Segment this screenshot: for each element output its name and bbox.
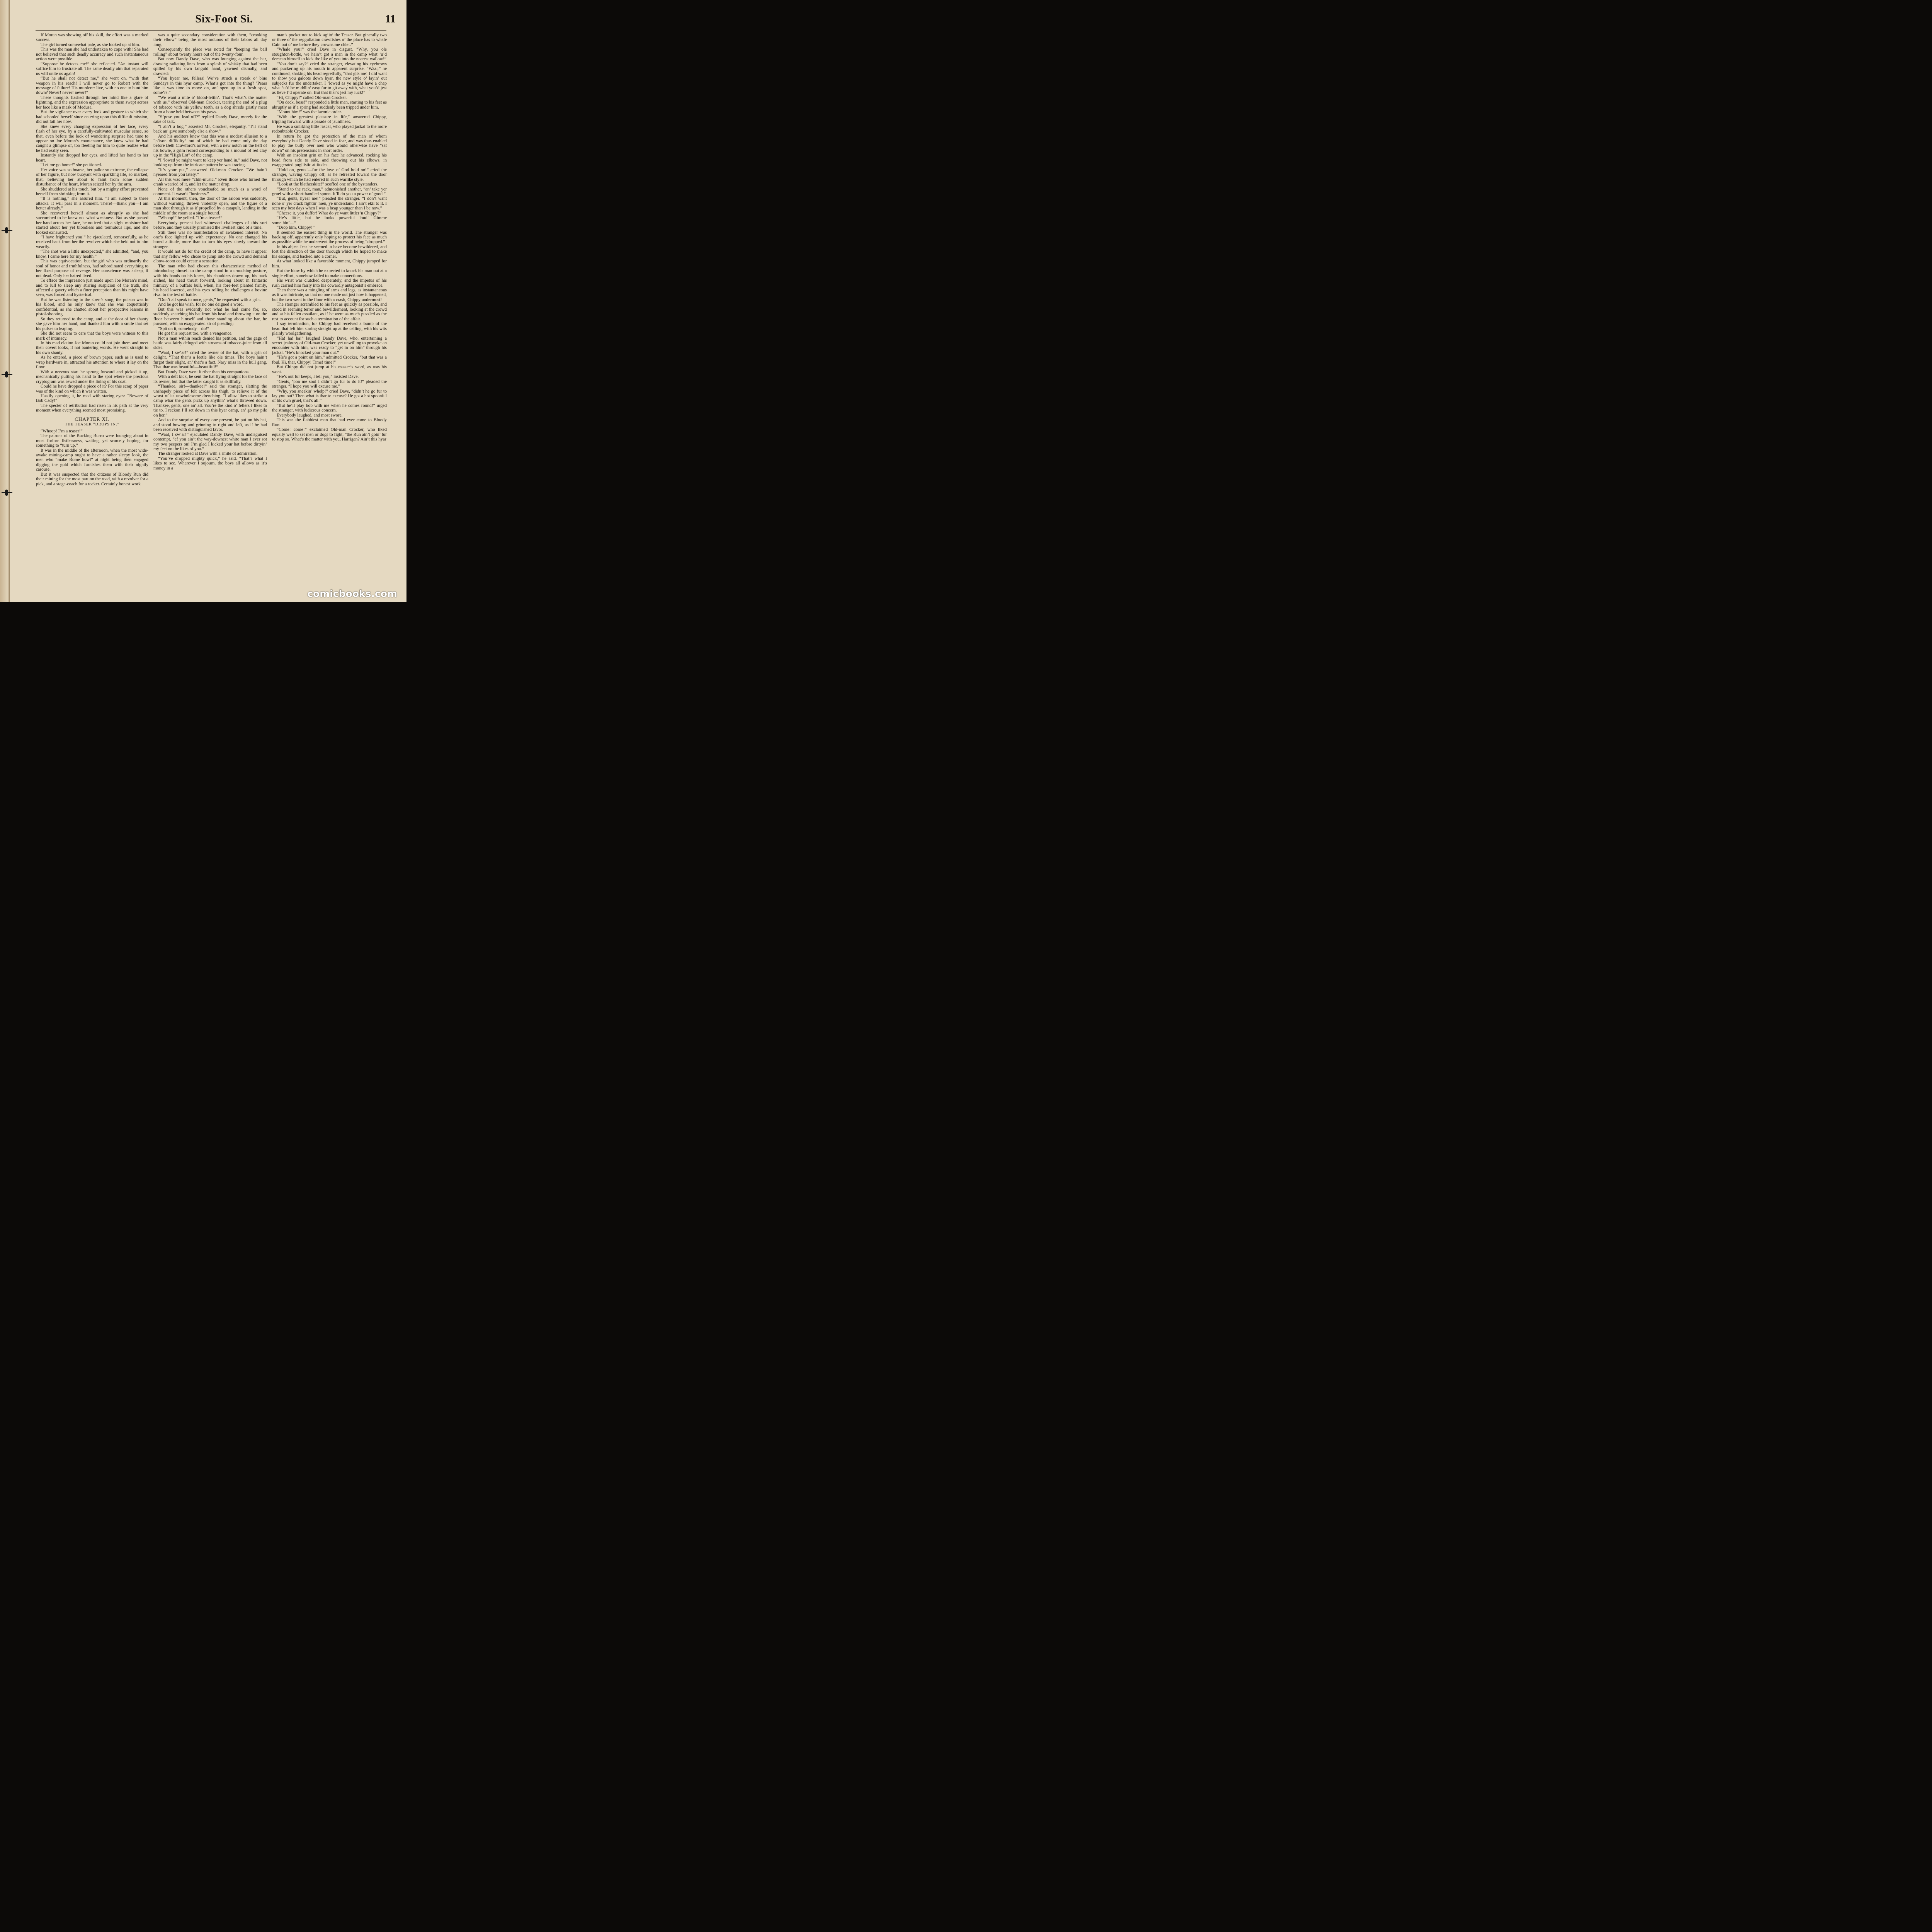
paragraph: “On deck, boss!” responded a little man, starting to his feet as abruptly as if a spring had suddenly been tripped under him. [272, 100, 387, 110]
paragraph: “Cheese it, you duffer! What do ye want littler’n Chippy?” [277, 211, 381, 216]
paragraph: But it was suspected that the citizens of Bloody Run did their mining for the most part on the road, with a revolver for a pick, and a stage-coach for a rocker. Certainly honest work [36, 472, 148, 486]
page-number: 11 [385, 13, 396, 25]
paragraph: “With the greatest pleasure in life,” answered Chippy, tripping forward with a parade of jauntiness. [272, 114, 387, 124]
paragraph: With a nervous start he sprung forward and picked it up, mechanically putting his hand to the spot where the precious cryptogram was sewed under the lining of his coat. [36, 369, 148, 384]
paragraph: “We want a mite o’ blood-lettin’. That’s what’s the matter with us,” observed Old-man Crocker, tearing the end of a plug of tobacco with his yellow teeth, as a dog shreds gristly meat from a bone held between his paws. [153, 95, 267, 115]
paragraph: This was the flabbiest man that had ever come to Bloody Run. [272, 418, 387, 427]
chapter-heading: CHAPTER XI. [75, 416, 110, 422]
paragraph: So they returned to the camp, and at the door of her shanty she gave him her hand, and thanked him with a smile that set his pulses to leaping. [36, 316, 148, 331]
paragraph: “He’s little, but he looks powerful loud! Gimme somethin’—” [272, 216, 387, 225]
paragraph: “You don’t say?” cried the stranger, elevating his eyebrows and puckering up his mouth in apparent surprise. “Waal,” he continued, shaking his head regretfully, “that gits me! I did want to show you galoots down hyar, the new style o’ layin’ out subjecks fur the undertaker. I ’lowed as ye might have a chap what ’u’d be middlin’ easy fur to git away with, what you’d jest as lieve I’d operate on. But that thar’s jest my luck!” [272, 61, 387, 95]
paragraph: She shuddered at his touch, but by a mighty effort prevented herself from shrinking from it. [36, 187, 148, 196]
paragraph: I say termination, for Chippy had received a bump of the head that left him staring straight up at the ceiling, with his wits plainly woolgathering. [272, 321, 387, 336]
paragraph: All this was mere “chin-music.” Even those who turned the crank wearied of it, and let the matter drop. [153, 177, 267, 187]
paragraph: Still there was no manifestation of awakened interest. No one’s face lighted up with expectancy. No one changed his bored attitude, more than to turn his eyes slowly toward the stranger. [153, 230, 267, 249]
paragraph: “Look at the blatherskite!” scoffed one of the bystanders. [277, 182, 379, 187]
paragraph: “The shot was a little unexpected,” she admitted, “and, you know, I came here for my health.” [36, 249, 148, 259]
story-title: Six-Foot Si. [195, 13, 253, 25]
paragraph: “Whale you!” cried Dave in disgust. “Why, you ole stoughton-bottle, we hain’t got a man in the camp what ’u’d demean himself to kick the like of you into the nearest wallow!” [272, 47, 387, 62]
text-column-1 [36, 33, 148, 585]
paragraph: She did not seem to care that the boys were witness to this mark of intimacy. [36, 331, 148, 341]
page-binding [0, 0, 10, 606]
paragraph: “Hold on, gents!—fur the love o’ God hold on!” cried the stranger, waving Chippy off, as he retreated toward the door through which he had entered in such warlike style. [272, 167, 387, 182]
paragraph: “Waal, I sw’ar!” ejaculated Dandy Dave, with undisguised contempt, “ef you ain’t the way-downest white man I ever sot my two peepers on! I’m glad I kicked your hat before dirtyin’ my feet on the likes of you.” [153, 432, 267, 451]
paragraph: None of the others vouchsafed so much as a word of comment. It wasn’t “business.” [153, 187, 267, 196]
paragraph: It would not do for the credit of the camp, to have it appear that any fellow who chose to jump into the crowd and demand elbow-room could create a sensation. [153, 249, 267, 264]
paragraph: But the vigilance over every look and gesture to which she had schooled herself since entering upon this difficult mission, did not fail her now. [36, 110, 148, 124]
paragraph: “He’s got a point on him,” admitted Crocker, “but that was a foul. Hi, thar, Chippy! Time! time!” [272, 355, 387, 365]
paragraph: “You’ve dropped mighty quick,” he said. “That’s what I likes to see. Wharever I sojourn, the boys all allows as it’s money in a [153, 456, 267, 471]
paragraph: And he got his wish, for no one deigned a word. [158, 302, 244, 307]
paragraph: But he was listening to the siren’s song, the poison was in his blood, and he only knew that she was coquettishly confidential, as she chatted about her prospective lessons in pistol-shooting. [36, 297, 148, 317]
paragraph: To efface the impression just made upon Joe Moran’s mind, and to lull to sleep any stirring suspicion of the truth, she affected a gayety which a finer perception than his might have seen, was forced and hysterical. [36, 278, 148, 298]
paragraph: “Gents, ’pon me soul I didn’t go fur to do it!” pleaded the stranger. “I hope you will excuse me.” [272, 379, 387, 389]
paragraph: The stranger scrambled to his feet as quickly as possible, and stood in seeming terror and bewilderment, looking at the crowd and at his fallen assailant, as if he were as much puzzled as the rest to account for such a termination of the affair. [272, 302, 387, 321]
paragraph: In his abject fear he seemed to have become bewildered, and lost the direction of the door through which he hoped to make his escape, and backed into a corner. [272, 244, 387, 259]
paragraph: was a quite secondary consideration with them, “crooking their elbow” being the most arduous of their labors all day long. [153, 33, 267, 47]
paragraph: “Whoop! I’m a teaser!” [41, 429, 83, 434]
paragraph: But this was evidently not what he had come for, so, suddenly snatching his hat from his head and throwing it on the floor between himself and those standing about the bar, he pursued, with an exaggerated air of pleading: [153, 307, 267, 327]
paragraph: “Drop him, Chippy!” [277, 225, 315, 230]
paragraph: The man who had chosen this characteristic method of introducing himself to the camp stood in a crouching posture, with his hands on his knees, his shoulders drawn up, his back arched, his head thrust forward, looking about in fantastic mimicry of a buffalo bull, when, his fore-feet planted firmly, his head lowered, and his eyes rolling he challenges a bovine rival to the test of battle. [153, 264, 267, 298]
paragraph: man’s pocket not to kick ag’in’ the Teaser. But ginerally two or three o’ the reggullation crawfishes o’ the place has to whale Cain out o’ me before they crowns me chief.” [272, 33, 387, 47]
paragraph: She knew every changing expression of her face, every flash of her eye, by a carefully-cultivated muscular sense, so that, even before the look of wondering surprise had time to appear on Joe Moran’s countenance, she knew what he had caught a glimpse of, too fleeting for him to quite realize what he had really seen. [36, 124, 148, 153]
paragraph: The girl turned somewhat pale, as she looked up at him. [41, 42, 140, 47]
page-edge [0, 602, 406, 606]
paragraph: “Spit on it, somebody—do!” [158, 326, 209, 331]
paragraph: The specter of retribution had risen in his path at the very moment when everything seemed most promising. [36, 403, 148, 413]
paragraph: “Let me go home!” she petitioned. [41, 163, 102, 168]
paragraph: And his auditors knew that this was a modest allusion to a “p’ison diffikilty” out of which he had come only the day before Beth Crawford’s arrival, with a new notch on the heft of his bowie, a grim record corresponding to a mound of red clay up in the “High Lot” of the camp. [153, 134, 267, 158]
paragraph: The stranger looked at Dave with a smile of admiration. [158, 451, 258, 456]
paragraph: The patrons of the Bucking Burro were lounging about in most forlorn listlessness, waiting, yet scarcely hoping, for something to “turn up.” [36, 434, 148, 448]
paragraph: “S’pose you lead off?” replied Dandy Dave, merely for the sake of talk. [153, 114, 267, 124]
staple-icon [2, 229, 12, 232]
paragraph: At this moment, then, the door of the saloon was suddenly, without warning, thrown violently open, and the figure of a man shot through it as if propelled by a catapult, landing in the middle of the room at a single bound. [153, 196, 267, 216]
paragraph: With a deft kick, he sent the hat flying straight for the face of its owner, but that the latter caught it as skillfully. [153, 374, 267, 384]
paragraph: “Stand to the rack, man,” admonished another, “an’ take yer gruel with a short-handled spoon. It’ll do you a power o’ good.” [272, 187, 387, 196]
paragraph: “It is nothing,” she assured him. “I am subject to these attacks. It will pass in a moment. There!—thank you—I am better already.” [36, 196, 148, 211]
paragraph: In return he got the protection of the man of whom everybody but Dandy Dave stood in fear, and was thus enabled to play the bully over men who would otherwise have “sat down” on his pretensions in short order. [272, 134, 387, 153]
paragraph: But now Dandy Dave, who was lounging against the bar, drawing radiating lines from a splash of whisky that had been spilled by his own languid hand, yawned dismally, and drawled: [153, 57, 267, 76]
chapter-subheading: THE TEASER “DROPS IN.” [65, 422, 119, 427]
paragraph: “Mount him!” was the laconic order. [277, 110, 342, 115]
paragraph: With an insolent grin on his face he advanced, rocking his head from side to side, and throwing out his elbows, in exaggerated pugilistic attitudes. [272, 153, 387, 168]
paragraph: “Waal, I sw’ar!” cried the owner of the hat, with a grin of delight. “That thar’s a leetle like ole times. The boys hain’t furgot their slight, an’ that’s a fact. Nary miss in the hull gang. That thar was beautiful—beautiful!” [153, 350, 267, 370]
paragraph: It was in the middle of the afternoon, when the most wide-awake mining-camp ought to have a rather sleepy look, the men who “make Rome howl” at night being then engaged digging the gold which furnishes them with their nightly carouse. [36, 448, 148, 472]
paragraph: This was equivocation, but the girl who was ordinarily the soul of honor and truthfulness, had subordinated everything to her fixed purpose of revenge. Her conscience was asleep, if not dead. Only her hatred lived. [36, 259, 148, 278]
comic-page [0, 0, 406, 606]
paragraph: And to the surprise of every one present, he put on his hat, and stood bowing and grinning to right and left, as if he had been received with distinguished favor. [153, 418, 267, 432]
paragraph: Not a man within reach denied his petition, and the gage of battle was fairly deluged with streams of tobacco-juice from all sides. [153, 336, 267, 350]
paragraph: “Thankee, sir!—thankee!” said the stranger, slatting the unshapely piece of felt across his thigh, to relieve it of the worst of its unwholesome drenching. “I alluz likes to strike a camp whar the gents picks up anythin’ what’s throwed down. Thankee, gents, one an’ all. You’re the kind o’ fellers I likes to tie to. I reckon I’ll set down in this hyar camp, an’ go my pile on her.” [153, 384, 267, 418]
paragraph: Instantly she dropped her eyes, and lifted her hand to her heart. [36, 153, 148, 163]
paragraph: Then there was a mingling of arms and legs, as instantaneous as it was intricate, so that no one made out just how it happened, but the two went to the floor with a crash, Chippy undermost! [272, 288, 387, 302]
staple-icon [2, 373, 12, 376]
paragraph: Everybody present had witnessed challenges of this sort before, and they usually promised the liveliest kind of a time. [153, 220, 267, 230]
paragraph: But Dandy Dave went further than his companions. [158, 369, 250, 374]
paragraph: Everybody laughed, and most swore. [277, 413, 343, 418]
paragraph: “Ha! ha! ha!” laughed Dandy Dave, who, entertaining a secret jealousy of Old-man Crocker, yet unwilling to provoke an encounter with him, was ready to “get in on him” through his jackal. “He’s knocked your man out.” [272, 336, 387, 355]
paragraph: He was a smirking little rascal, who played jackal to the more redoubtable Crocker. [272, 124, 387, 134]
paragraph: In his mad elation Joe Moran could not join them and meet their covert looks, if not bantering words. He went straight to his own shanty. [36, 341, 148, 355]
paragraph: As he entered, a piece of brown paper, such as is used to wrap hardware in, attracted his attention to where it lay on the floor. [36, 355, 148, 370]
paragraph: If Moran was showing off his skill, the effort was a marked success. [36, 33, 148, 43]
paragraph: It seemed the easiest thing in the world. The stranger was backing off, apparently only hoping to protect his face as much as possible while he underwent the process of being “dropped.” [272, 230, 387, 245]
paragraph: He got this request too, with a vengeance. [158, 331, 233, 336]
paragraph: “Don’t all speak to once, gents,” he requested with a grin. [158, 297, 261, 302]
paragraph: “Suppose he detects me!” she reflected. “An instant will suffice him to frustrate all. The same deadly aim that separated us will unite us again! [36, 61, 148, 76]
paragraph: His wrist was clutched desperately, and the impetus of his rush carried him fairly into his cowardly antagonist’s embrace. [272, 278, 387, 288]
page-header [12, 12, 398, 27]
paragraph: These thoughts flashed through her mind like a glare of lightning, and the expression appropriate to them swept across her face like a mask of Medusa. [36, 95, 148, 110]
paragraph: Consequently the place was noted for “keeping the ball rolling” about twenty hours out of the twenty-four. [153, 47, 267, 57]
paragraph: “Whoop!” he yelled. “I’m a teaser!” [158, 216, 223, 221]
paragraph: “You hyear me, fellers! We’ve struck a streak o’ blue Sundays in this hyar camp. What’s got into the thing? ’Pears like it was time to move on, an’ open up in a fresh spot, some’rs.” [153, 76, 267, 95]
paragraph: “It’s your put,” answered Old-man Crocker. “We hain’t hyeared from you lately.” [153, 167, 267, 177]
paragraph: “I have frightened you!” he ejaculated, remorsefully, as he received back from her the revolver which she held out to him wearily. [36, 235, 148, 249]
paragraph: Could he have dropped a piece of it? For this scrap of paper was of the kind on which it was written. [36, 384, 148, 394]
paragraph: “I ain’t a hog,” asserted Mr. Crocker, elegantly. “I’ll stand back an’ give somebody else a show.” [153, 124, 267, 134]
paragraph: “But he’ll play hob with me when he comes round!” urged the stranger, with ludicrous concern. [272, 403, 387, 413]
paragraph: She recovered herself almost as abruptly as she had succumbed to he knew not what weakness. But as she passed her hand across her face, he noticed that a slight moisture had started about her yet bloodless and tremulous lips, and she looked exhausted. [36, 211, 148, 235]
header-rule [36, 30, 386, 31]
watermark: comicbooks.com [307, 588, 397, 599]
paragraph: This was the man she had undertaken to cope with! She had not believed that such deadly accuracy and such instantaneous action were possible. [36, 47, 148, 62]
paragraph: “Hi, Chippy!” called Old-man Crocker. [277, 95, 347, 100]
staple-icon [2, 491, 12, 494]
paragraph: “But he shall not detect me,” she went on, “with that weapon in his reach! I will never go to Robert with the message of failure! His murderer live, with no one to hunt him down? Never! never! never!” [36, 76, 148, 95]
paragraph: “I ’lowed ye might want to keep yer hand in,” said Dave, not looking up from the intricate pattern he was tracing. [153, 158, 267, 168]
paragraph: “But, gents, hyear me!” pleaded the stranger. “I don’t want none o’ yer crack fightin’ men, ye understand. I ain’t ekil to it. I seen my best days when I was a heap younger than I be now.” [272, 196, 387, 211]
paragraph: “Come! come!” exclaimed Old-man Crocker, who liked equally well to set men or dogs to fight, “the Run ain’t goin’ fur to stop so. What’s the matter with you, Harrigan? Ain’t this hyar [272, 427, 387, 442]
text-column-3 [272, 33, 387, 585]
paragraph: “Why, you sneakin’ whelp!” cried Dave, “didn’t he go fur to lay you out? Then what is thar to excuse? He got a hot spoonful of his own gruel, that’s all.” [272, 389, 387, 403]
text-column-2 [153, 33, 267, 585]
paragraph: But the blow by which he expected to knock his man out at a single effort, somehow failed to make connections. [272, 269, 387, 278]
paragraph: Her voice was so hoarse, her pallor so extreme, the collapse of her figure, but now buoyant with sparkling life, so marked, that, believing her about to faint from some sudden disturbance of the heart, Moran seized her by the arm. [36, 167, 148, 187]
paragraph: But Chippy did not jump at his master’s word, as was his wont. [272, 365, 387, 374]
paragraph: Hastily opening it, he read with staring eyes: “Beware of Bob Cady!” [36, 393, 148, 403]
paragraph: At what looked like a favorable moment, Chippy jumped for him. [272, 259, 387, 269]
paragraph: “He’s out fur keeps, I tell you,” insisted Dave. [277, 374, 359, 379]
